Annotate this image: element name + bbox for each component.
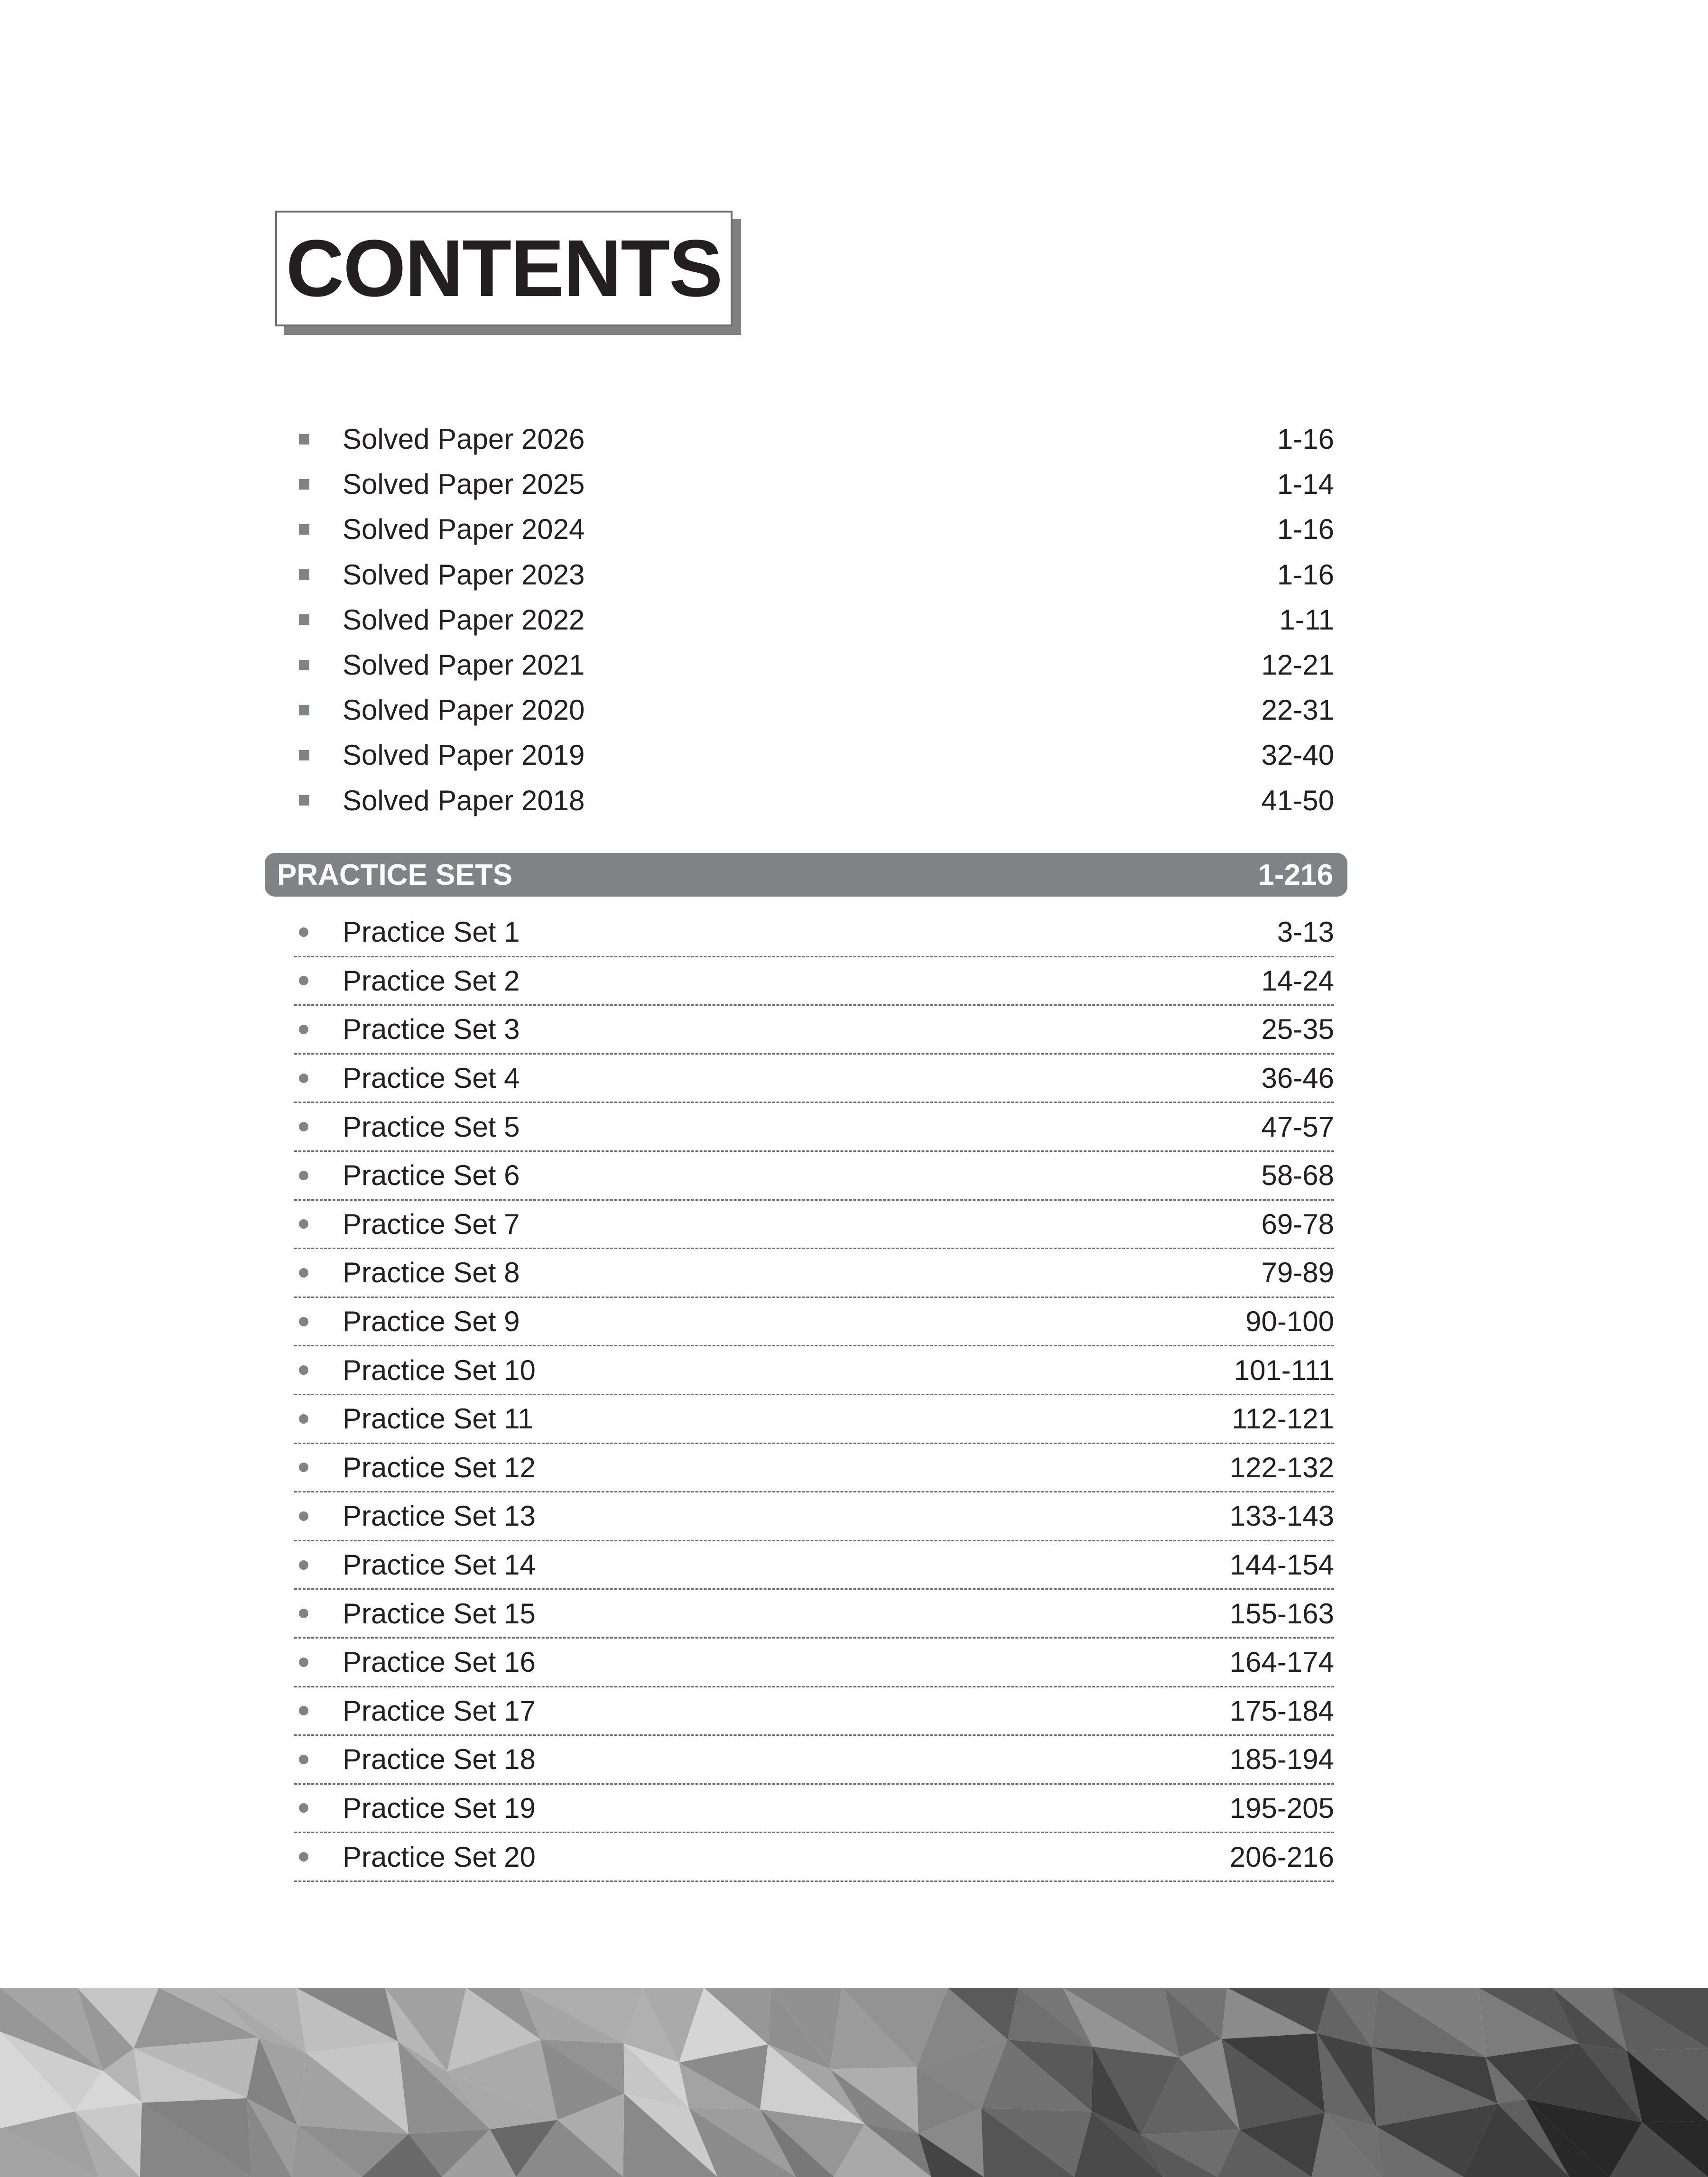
item-label: Practice Set 15 [343, 1597, 536, 1630]
square-bullet-icon [299, 795, 309, 806]
dot-bullet-icon [299, 1365, 308, 1375]
item-pages: 41-50 [1261, 784, 1334, 816]
dot-bullet-icon [299, 1658, 308, 1667]
item-label: Practice Set 20 [343, 1841, 536, 1873]
item-label: Solved Paper 2020 [343, 694, 585, 726]
dot-bullet-icon [299, 1171, 308, 1180]
dot-bullet-icon [299, 1025, 308, 1034]
item-pages: 144-154 [1229, 1549, 1334, 1581]
item-label: Practice Set 5 [343, 1111, 520, 1143]
list-item [294, 1346, 1334, 1395]
item-label: Practice Set 19 [343, 1792, 536, 1824]
item-label: Practice Set 3 [343, 1013, 520, 1046]
item-pages: 206-216 [1229, 1841, 1334, 1873]
item-pages: 1-16 [1277, 423, 1334, 455]
item-pages: 3-13 [1277, 916, 1334, 948]
item-label: Practice Set 8 [343, 1257, 520, 1289]
item-pages: 185-194 [1229, 1743, 1334, 1776]
list-item [294, 732, 1334, 778]
list-item [294, 1736, 1334, 1785]
item-pages: 133-143 [1229, 1500, 1334, 1532]
practice-sets-list [294, 908, 1334, 1882]
list-item [294, 1492, 1334, 1541]
list-item [294, 1201, 1334, 1250]
item-pages: 79-89 [1261, 1257, 1334, 1289]
list-item [294, 1590, 1334, 1639]
list-item [294, 1103, 1334, 1152]
item-pages: 58-68 [1261, 1159, 1334, 1192]
dot-bullet-icon [299, 1609, 308, 1618]
item-label: Practice Set 6 [343, 1159, 520, 1192]
item-pages: 12-21 [1261, 649, 1334, 681]
list-item [294, 552, 1334, 597]
item-pages: 155-163 [1229, 1597, 1334, 1630]
item-label: Practice Set 10 [343, 1354, 536, 1386]
decorative-polygon-band [0, 1988, 1708, 2177]
dot-bullet-icon [299, 1317, 308, 1326]
item-label: Practice Set 12 [343, 1451, 536, 1483]
dot-bullet-icon [299, 1268, 308, 1278]
dot-bullet-icon [299, 1122, 308, 1131]
practice-sets-pages: 1-216 [1258, 858, 1333, 891]
dot-bullet-icon [299, 1219, 308, 1229]
item-label: Solved Paper 2023 [343, 558, 585, 591]
solved-papers-list [294, 417, 1334, 823]
list-item [294, 687, 1334, 732]
list-item [294, 1833, 1334, 1882]
dot-bullet-icon [299, 927, 308, 937]
item-label: Solved Paper 2021 [343, 649, 585, 681]
square-bullet-icon [299, 614, 309, 625]
item-label: Solved Paper 2018 [343, 784, 585, 816]
item-label: Practice Set 2 [343, 964, 520, 997]
item-label: Practice Set 7 [343, 1208, 520, 1240]
item-label: Solved Paper 2024 [343, 513, 585, 546]
list-item [294, 1298, 1334, 1347]
item-pages: 90-100 [1245, 1306, 1334, 1338]
title-box [275, 211, 733, 326]
item-pages: 36-46 [1261, 1062, 1334, 1094]
item-label: Practice Set 4 [343, 1062, 520, 1094]
dot-bullet-icon [299, 1755, 308, 1764]
dot-bullet-icon [299, 1463, 308, 1472]
page-title: CONTENTS [286, 223, 722, 314]
item-label: Practice Set 18 [343, 1743, 536, 1776]
item-pages: 32-40 [1261, 739, 1334, 771]
item-label: Practice Set 17 [343, 1695, 536, 1727]
list-item [294, 1055, 1334, 1103]
item-pages: 175-184 [1229, 1695, 1334, 1727]
item-pages: 1-11 [1279, 603, 1334, 636]
item-pages: 122-132 [1229, 1451, 1334, 1483]
item-label: Practice Set 11 [343, 1403, 534, 1435]
dot-bullet-icon [299, 1511, 308, 1521]
item-pages: 69-78 [1261, 1208, 1334, 1240]
practice-sets-header [265, 853, 1347, 897]
list-item [294, 462, 1334, 507]
dot-bullet-icon [299, 1414, 308, 1424]
list-item [294, 507, 1334, 552]
dot-bullet-icon [299, 1706, 308, 1715]
dot-bullet-icon [299, 976, 308, 985]
list-item [294, 417, 1334, 462]
list-item [294, 1444, 1334, 1493]
square-bullet-icon [299, 479, 309, 490]
item-label: Practice Set 9 [343, 1306, 520, 1338]
list-item [294, 1785, 1334, 1834]
square-bullet-icon [299, 524, 309, 535]
list-item [294, 597, 1334, 642]
item-label: Solved Paper 2022 [343, 603, 585, 636]
item-label: Solved Paper 2019 [343, 739, 585, 771]
item-pages: 14-24 [1261, 964, 1334, 997]
list-item [294, 1152, 1334, 1201]
dot-bullet-icon [299, 1803, 308, 1813]
square-bullet-icon [299, 660, 309, 670]
item-label: Practice Set 16 [343, 1646, 536, 1678]
list-item [294, 778, 1334, 823]
square-bullet-icon [299, 705, 309, 715]
square-bullet-icon [299, 434, 309, 445]
item-pages: 1-16 [1277, 513, 1334, 546]
dot-bullet-icon [299, 1560, 308, 1570]
list-item [294, 1395, 1334, 1444]
item-pages: 25-35 [1261, 1013, 1334, 1046]
dot-bullet-icon [299, 1852, 308, 1862]
title-block [275, 211, 733, 326]
item-pages: 1-14 [1277, 468, 1334, 500]
dot-bullet-icon [299, 1074, 308, 1083]
item-pages: 164-174 [1229, 1646, 1334, 1678]
list-item [294, 1249, 1334, 1298]
item-label: Solved Paper 2025 [343, 468, 585, 500]
square-bullet-icon [299, 750, 309, 760]
item-label: Practice Set 13 [343, 1500, 536, 1532]
list-item [294, 957, 1334, 1006]
item-pages: 1-16 [1277, 558, 1334, 591]
list-item [294, 1541, 1334, 1590]
item-label: Solved Paper 2026 [343, 423, 585, 455]
practice-sets-title: PRACTICE SETS [277, 858, 513, 891]
square-bullet-icon [299, 569, 309, 580]
item-label: Practice Set 1 [343, 916, 520, 948]
item-pages: 47-57 [1261, 1111, 1334, 1143]
item-pages: 22-31 [1261, 694, 1334, 726]
item-pages: 101-111 [1234, 1354, 1334, 1386]
item-pages: 112-121 [1232, 1403, 1334, 1435]
list-item [294, 1687, 1334, 1736]
list-item [294, 1639, 1334, 1687]
list-item [294, 1006, 1334, 1055]
item-pages: 195-205 [1229, 1792, 1334, 1824]
list-item [294, 908, 1334, 957]
list-item [294, 642, 1334, 687]
item-label: Practice Set 14 [343, 1549, 536, 1581]
